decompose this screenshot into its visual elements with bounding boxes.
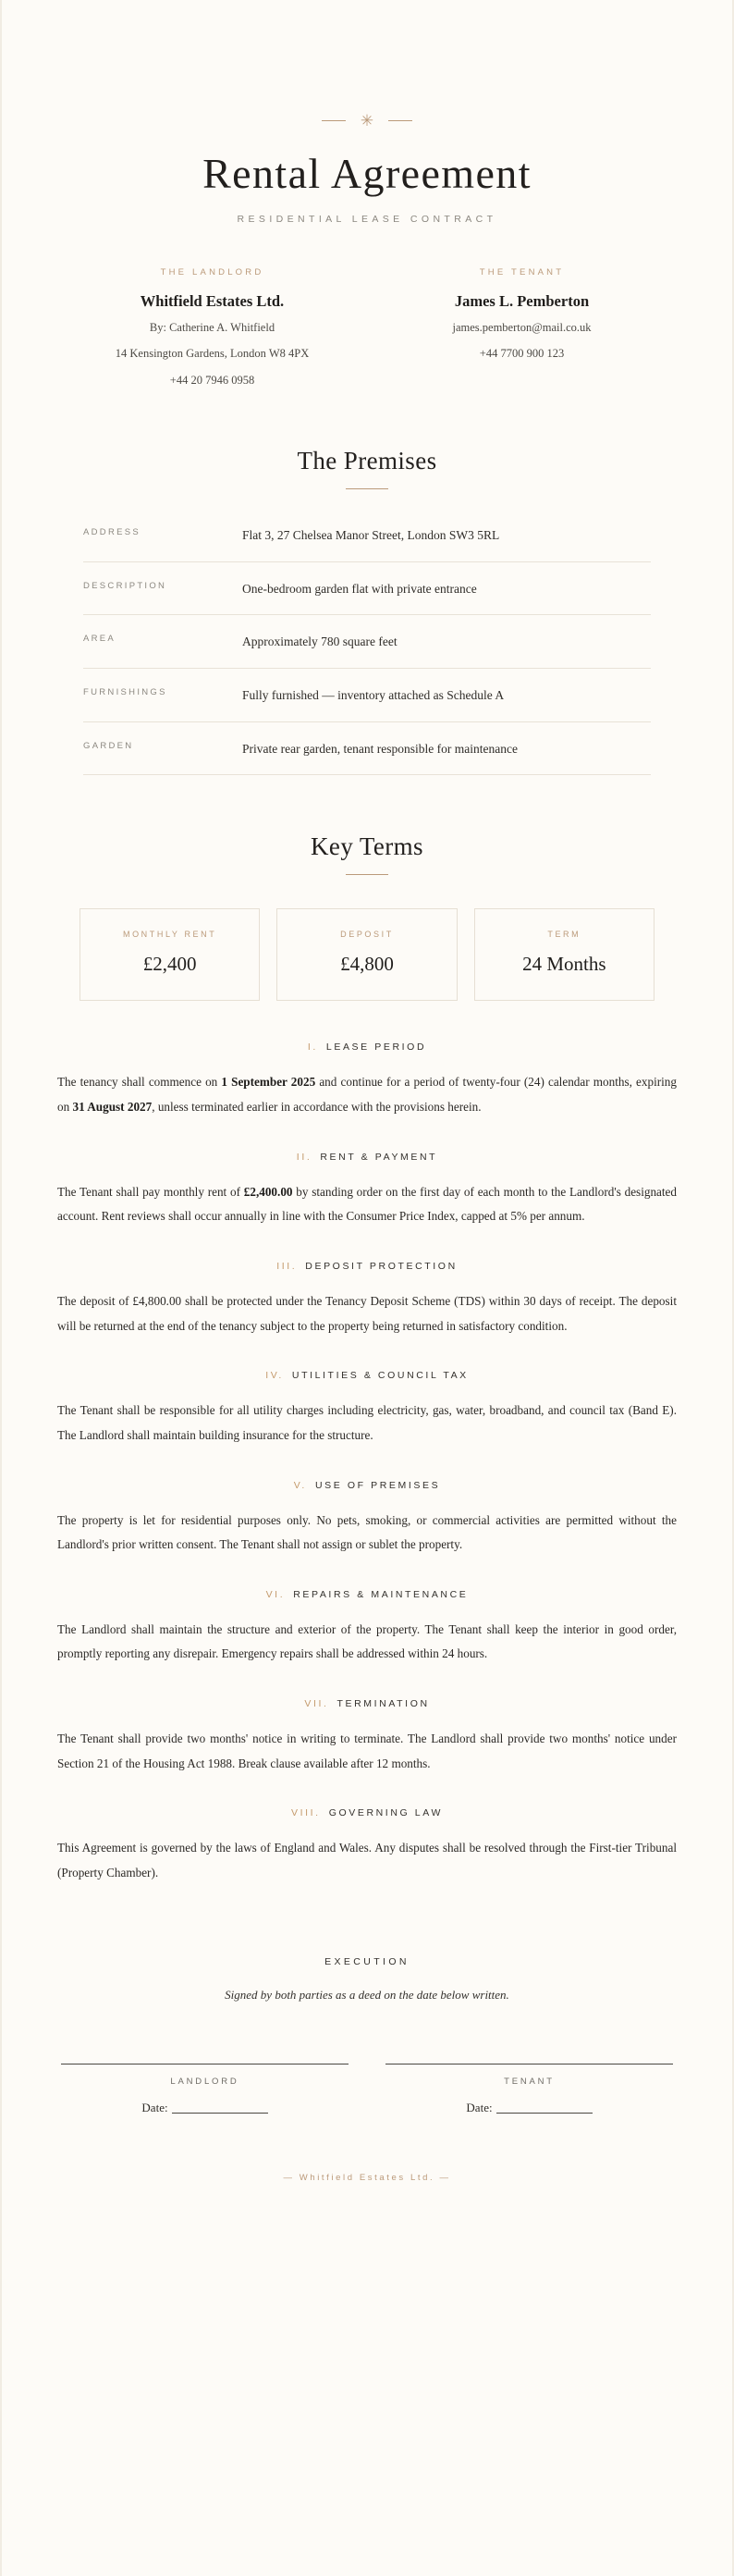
premises-row-label: FURNISHINGS — [83, 687, 167, 697]
execution-note: Signed by both parties as a deed on the date below written. — [225, 1987, 509, 2002]
clause-heading — [57, 1480, 677, 1491]
party-role-label: THE TENANT — [479, 267, 565, 277]
premises-row-label: ADDRESS — [83, 527, 141, 538]
ornament-star-icon: ✳ — [360, 112, 374, 129]
key-terms-cards — [57, 908, 677, 1001]
premises-table — [57, 521, 677, 775]
table-row — [83, 562, 651, 616]
signature-role-label: TENANT — [504, 2076, 555, 2087]
table-row — [83, 521, 651, 562]
page-subtitle: RESIDENTIAL LEASE CONTRACT — [237, 214, 497, 225]
party-detail-line: +44 7700 900 123 — [479, 347, 565, 361]
signature-date-label: Date: — [466, 2100, 493, 2114]
clause-title: UTILITIES & COUNCIL TAX — [291, 1370, 469, 1382]
clause-heading — [57, 1261, 677, 1272]
party-detail-line: james.pemberton@mail.co.uk — [452, 321, 592, 334]
clause-body: The Tenant shall be responsible for all utility charges including electricity, gas, water, broadband, and council tax (Band E). The Landlord shall maintain building insurance for the structure. — [57, 1403, 677, 1442]
clause-numeral: VII. — [304, 1698, 329, 1710]
clause-numeral: I. — [307, 1041, 318, 1054]
premises-heading: The Premises — [297, 447, 437, 475]
clause-body: This Agreement is governed by the laws of England and Wales. Any disputes shall be resolved through the First-tier Tribunal (Property Chamber). — [57, 1841, 677, 1880]
clause-title: USE OF PREMISES — [314, 1479, 441, 1491]
parties-section — [57, 267, 677, 389]
premises-row-label: DESCRIPTION — [83, 580, 167, 591]
clause-numeral: III. — [276, 1260, 298, 1272]
page-title: Rental Agreement — [202, 150, 532, 197]
premises-row-value: Fully furnished — inventory attached as Schedule A — [242, 688, 505, 702]
premises-row-label: AREA — [83, 634, 116, 645]
clause-title: GOVERNING LAW — [328, 1807, 443, 1819]
clause-title: TERMINATION — [336, 1698, 430, 1710]
signature-block — [57, 2064, 677, 2115]
execution-heading: EXECUTION — [324, 1955, 410, 1967]
clause-lease-period — [57, 1041, 677, 1119]
party-detail-line: By: Catherine A. Whitfield — [149, 321, 275, 334]
clause-numeral: IV. — [265, 1370, 284, 1382]
clause-governing-law — [57, 1807, 677, 1885]
clause-utilities-council-tax — [57, 1370, 677, 1448]
premises-row-value: Approximately 780 square feet — [242, 635, 398, 649]
key-terms-heading: Key Terms — [311, 832, 423, 861]
key-term-value: £2,400 — [142, 953, 197, 976]
key-term-value: 24 Months — [522, 953, 606, 976]
clause-title: REPAIRS & MAINTENANCE — [293, 1588, 469, 1600]
signature-role-label: LANDLORD — [170, 2076, 239, 2087]
clause-body: The deposit of £4,800.00 shall be protected under the Tenancy Deposit Scheme (TDS) within 30 days of receipt. The deposit will be returned at the end of the tenancy subject to the property being returned in satisfactory condition. — [57, 1293, 677, 1333]
signature-date-field[interactable] — [385, 2101, 673, 2115]
signature-landlord — [61, 2064, 349, 2115]
clause-title: LEASE PERIOD — [325, 1041, 427, 1054]
clause-heading — [57, 1807, 677, 1818]
signature-date-blank[interactable] — [496, 2113, 593, 2114]
clause-body: The property is let for residential purposes only. No pets, smoking, or commercial activities are permitted without the Landlord's prior written consent. The Tenant shall not assign or sublet the property. — [57, 1512, 677, 1552]
clause-rent-payment — [57, 1152, 677, 1229]
clause-body: The Tenant shall provide two months' notice in writing to terminate. The Landlord shall provide two months' notice under Section 21 of the Housing Act 1988. Break clause available after 12 months. — [57, 1732, 677, 1770]
clause-title: RENT & PAYMENT — [320, 1151, 438, 1163]
party-role-label: THE LANDLORD — [160, 267, 264, 277]
table-row — [83, 669, 651, 722]
key-term-card-monthly-rent — [80, 908, 260, 1001]
section-divider — [346, 488, 388, 489]
signature-date-blank[interactable] — [172, 2113, 268, 2114]
premises-row-value: One-bedroom garden flat with private entrance — [242, 581, 477, 596]
document-footer: — Whitfield Estates Ltd. — — [283, 2172, 451, 2183]
signature-date-field[interactable] — [61, 2101, 349, 2115]
clause-use-of-premises — [57, 1480, 677, 1558]
clause-deposit-protection — [57, 1261, 677, 1338]
header-ornament — [57, 0, 677, 129]
premises-row-value: Flat 3, 27 Chelsea Manor Street, London SW3 5RL — [242, 528, 500, 543]
key-term-card-deposit — [276, 908, 457, 1001]
clause-body: The tenancy shall commence on 1 September 2025 and continue for a period of twenty-four (24) calendar months, expiring on 31 August 2027, unless terminated earlier in accordance with the provisions herein. — [57, 1075, 677, 1114]
clause-numeral: V. — [293, 1479, 307, 1491]
clauses-section — [57, 1041, 677, 1886]
clause-heading — [57, 1370, 677, 1381]
party-detail-line: 14 Kensington Gardens, London W8 4PX — [115, 347, 310, 361]
party-name: James L. Pemberton — [454, 292, 590, 310]
party-landlord — [57, 267, 367, 389]
key-term-label: TERM — [547, 930, 581, 940]
ornament-right-rule-icon — [388, 120, 412, 121]
clause-termination — [57, 1698, 677, 1776]
signature-tenant — [385, 2064, 673, 2115]
clause-numeral: VI. — [265, 1588, 286, 1600]
premises-row-label: GARDEN — [83, 740, 134, 751]
clause-body: The Landlord shall maintain the structure and exterior of the property. The Tenant shall keep the interior in good order, promptly reporting any disrepair. Emergency repairs shall be addressed within 24 hours. — [57, 1621, 677, 1661]
signature-date-label: Date: — [141, 2100, 168, 2114]
clause-heading — [57, 1589, 677, 1600]
clause-heading — [57, 1041, 677, 1053]
clause-heading — [57, 1152, 677, 1163]
clause-numeral: VIII. — [291, 1807, 321, 1819]
table-row — [83, 615, 651, 669]
party-detail-line: +44 20 7946 0958 — [169, 373, 255, 387]
section-divider — [346, 874, 388, 875]
clause-body: The Tenant shall pay monthly rent of £2,400.00 by standing order on the first day of each month to the Landlord's designated account. Rent reviews shall occur annually in line with the Consumer Price Index, capped at 5% per annum. — [57, 1184, 678, 1224]
clause-title: DEPOSIT PROTECTION — [305, 1260, 458, 1272]
table-row — [83, 722, 651, 776]
key-term-label: DEPOSIT — [340, 930, 394, 940]
premises-row-value: Private rear garden, tenant responsible for maintenance — [242, 741, 518, 756]
clause-heading — [57, 1698, 677, 1709]
party-name: Whitfield Estates Ltd. — [140, 292, 285, 310]
key-term-label: MONTHLY RENT — [122, 930, 217, 940]
party-tenant — [367, 267, 677, 389]
clause-numeral: II. — [296, 1151, 312, 1163]
key-term-value: £4,800 — [340, 953, 394, 976]
key-term-card-term — [474, 908, 654, 1001]
clause-repairs-maintenance — [57, 1589, 677, 1667]
ornament-left-rule-icon — [322, 120, 346, 121]
